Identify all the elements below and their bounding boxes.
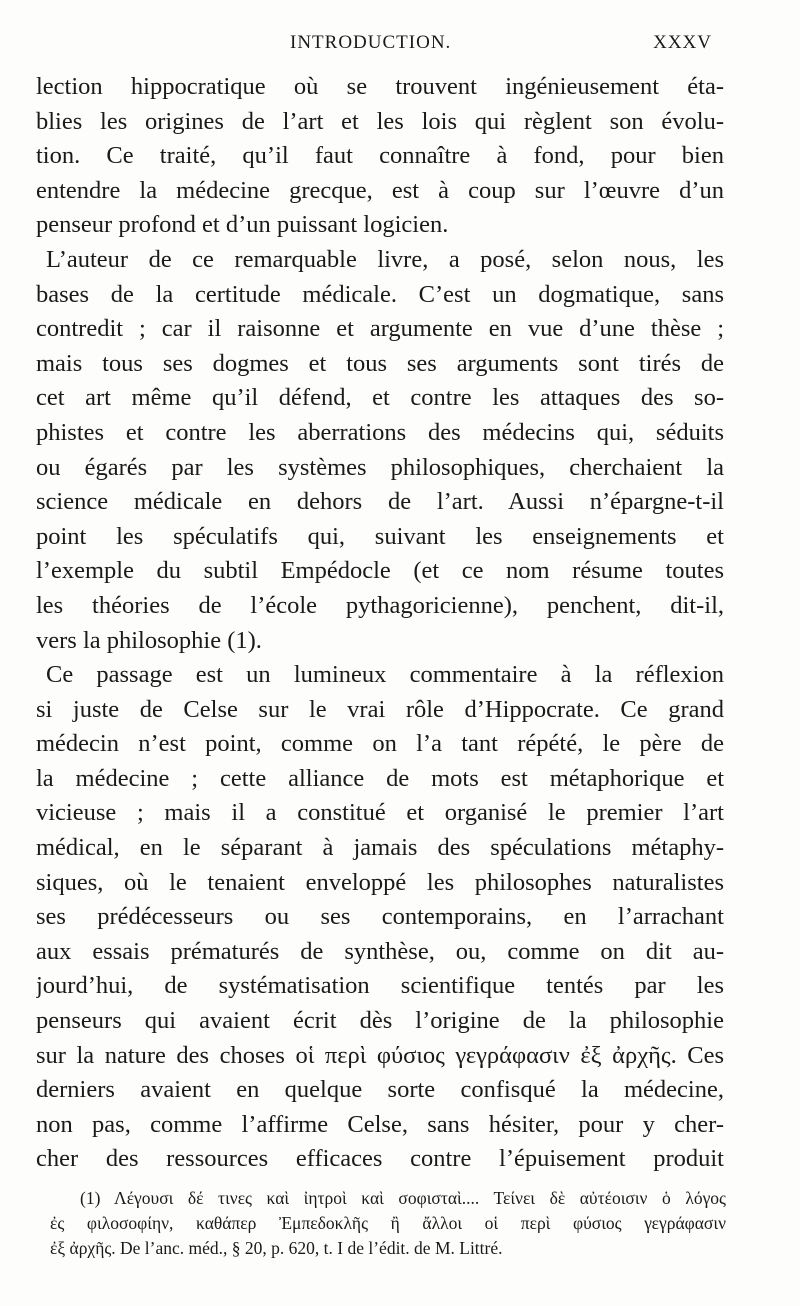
text-line: tion. Ce traité, qu’il faut connaître à fond, pour bien	[36, 142, 724, 170]
text-line: vicieuse ; mais il a constitué et organisé le premier l’art	[36, 799, 724, 827]
footnotes	[50, 1186, 726, 1261]
page-number: XXXV	[653, 32, 712, 53]
footnote-line: ἐξ ἀρχῆς. De l’anc. méd., § 20, p. 620, t. I de l’édit. de M. Littré.	[50, 1238, 503, 1258]
text-line: blies les origines de l’art et les lois qui règlent son évolu-	[36, 107, 724, 135]
text-line: sur la nature des choses οἱ περὶ φύσιος γεγράφασιν ἐξ ἀρχῆς. Ces	[36, 1041, 724, 1069]
text-line: siques, où le tenaient enveloppé les philosophes naturalistes	[36, 868, 724, 896]
text-line: jourd’hui, de systématisation scientifique tentés par les	[36, 972, 724, 1000]
text-line: point les spéculatifs qui, suivant les enseignements et	[36, 522, 724, 550]
text-line: médical, en le séparant à jamais des spéculations métaphy-	[36, 834, 724, 862]
text-line: bases de la certitude médicale. C’est un dogmatique, sans	[36, 280, 724, 308]
text-line: phistes et contre les aberrations des médecins qui, séduits	[36, 418, 724, 446]
text-line: L’auteur de ce remarquable livre, a posé, selon nous, les	[46, 245, 724, 273]
text-line: cet art même qu’il défend, et contre les attaques des so-	[36, 384, 724, 412]
text-line: derniers avaient en quelque sorte confisqué la médecine,	[36, 1076, 724, 1104]
text-line: contredit ; car il raisonne et argumente en vue d’une thèse ;	[36, 315, 724, 343]
running-title: INTRODUCTION.	[290, 32, 452, 53]
text-line: si juste de Celse sur le vrai rôle d’Hippocrate. Ce grand	[36, 695, 724, 723]
footnote-line: ἐς φιλοσοφίην, καθάπερ Ἐμπεδοκλῆς ἢ ἄλλοι οἱ περὶ φύσιος γεγράφασιν	[50, 1213, 726, 1233]
body-text	[36, 70, 724, 1177]
text-line: penseur profond et d’un puissant logicien.	[36, 211, 449, 239]
text-line: entendre la médecine grecque, est à coup sur l’œuvre d’un	[36, 176, 724, 204]
text-line: non pas, comme l’affirme Celse, sans hésiter, pour y cher-	[36, 1110, 724, 1138]
text-line: les théories de l’école pythagoricienne), penchent, dit-il,	[36, 591, 724, 619]
text-line: la médecine ; cette alliance de mots est métaphorique et	[36, 764, 724, 792]
text-line: vers la philosophie (1).	[36, 626, 262, 654]
text-line: science médicale en dehors de l’art. Aussi n’épargne-t-il	[36, 488, 724, 516]
text-line: aux essais prématurés de synthèse, ou, comme on dit au-	[36, 937, 724, 965]
text-line: ses prédécesseurs ou ses contemporains, en l’arrachant	[36, 903, 724, 931]
text-line: Ce passage est un lumineux commentaire à la réflexion	[46, 661, 724, 689]
text-line: lection hippocratique où se trouvent ingénieusement éta-	[36, 73, 724, 100]
text-line: cher des ressources efficaces contre l’épuisement produit	[36, 1145, 724, 1173]
text-line: médecin n’est point, comme on l’a tant répété, le père de	[36, 730, 724, 758]
text-line: l’exemple du subtil Empédocle (et ce nom résume toutes	[36, 557, 724, 585]
running-head	[0, 32, 800, 58]
footnote-line: (1) Λέγουσι δέ τινες καὶ ἰητροὶ καὶ σοφισταὶ.... Τείνει δὲ αὐτέοισιν ὁ λόγος	[80, 1188, 726, 1208]
text-line: penseurs qui avaient écrit dès l’origine de la philosophie	[36, 1007, 724, 1035]
text-line: mais tous ses dogmes et tous ses arguments sont tirés de	[36, 349, 724, 377]
text-line: ou égarés par les systèmes philosophiques, cherchaient la	[36, 453, 724, 481]
